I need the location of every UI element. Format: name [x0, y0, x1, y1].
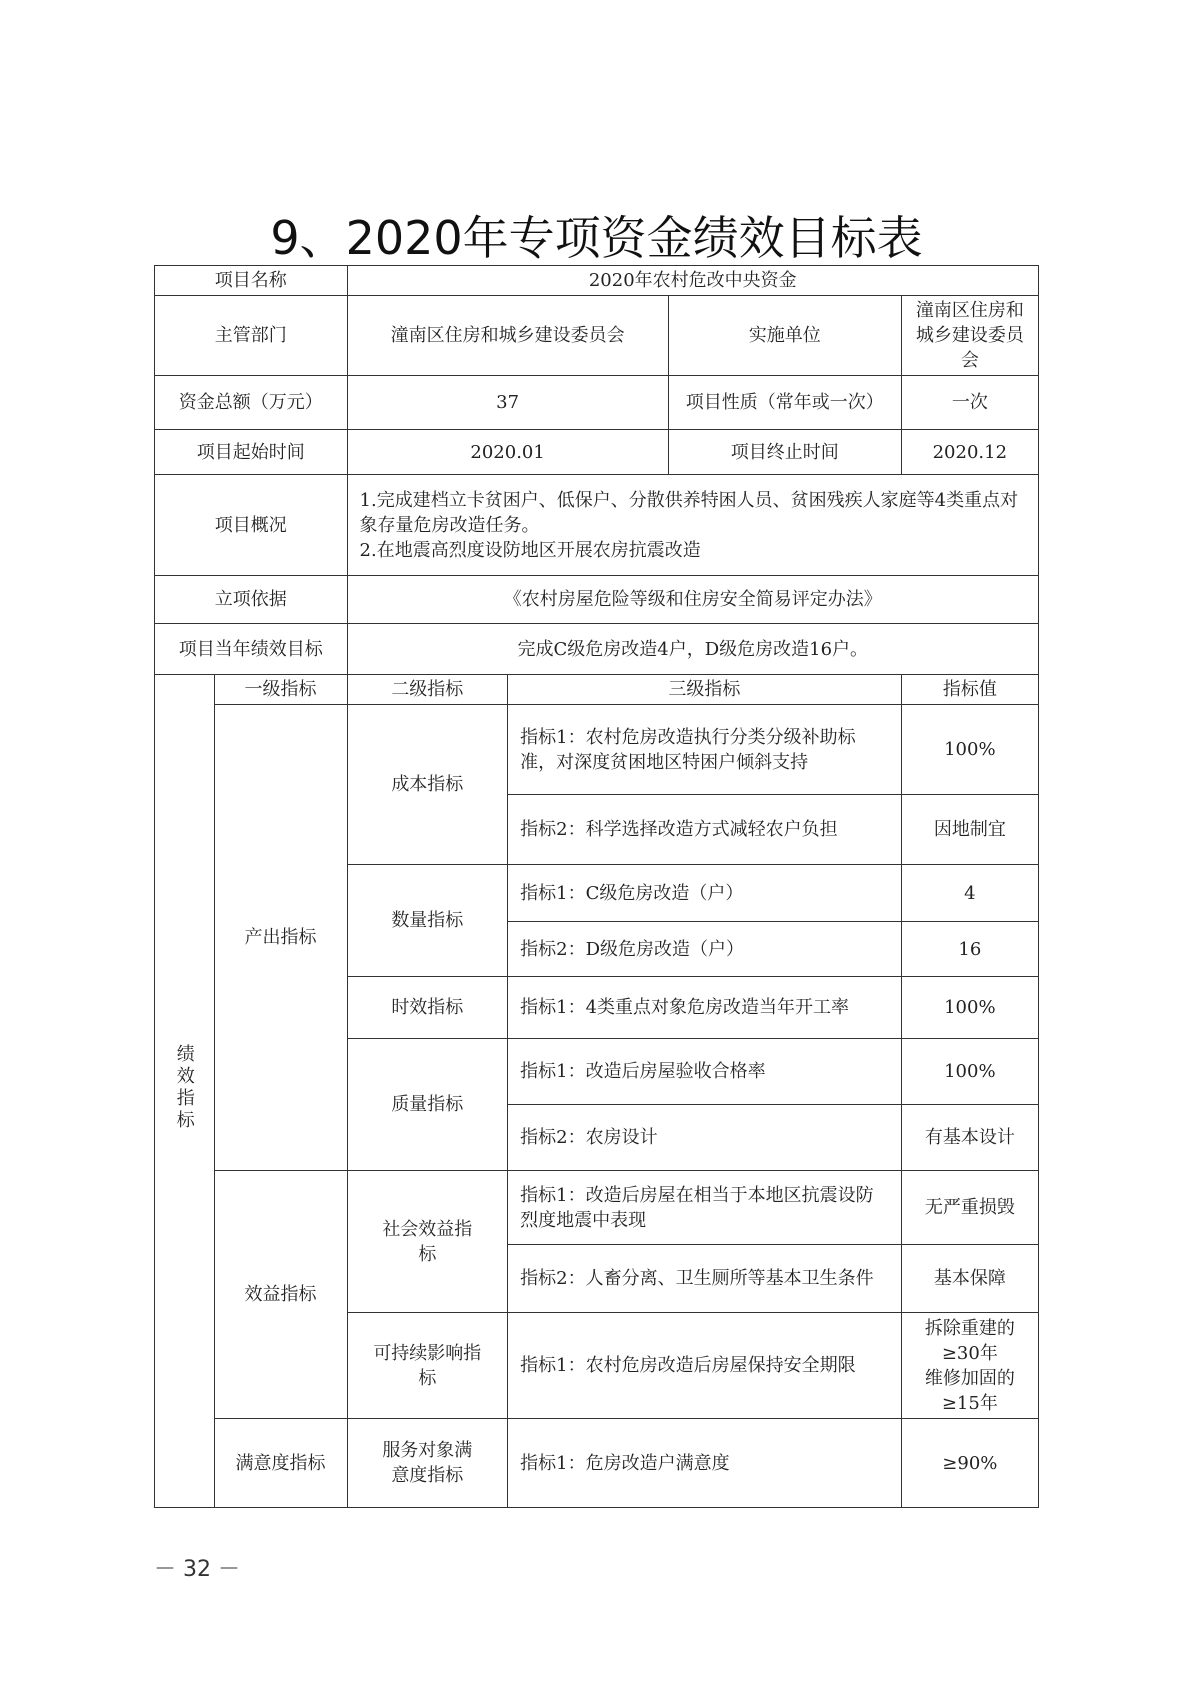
- header-level1: 一级指标: [214, 675, 347, 705]
- page-title: 9、2020年专项资金绩效目标表: [270, 211, 923, 265]
- indicators-section-label: 绩效指标: [155, 675, 215, 1508]
- social-1-value: 无严重损毁: [901, 1171, 1038, 1245]
- dept-label: 主管部门: [155, 296, 348, 376]
- benefit-label: 效益指标: [214, 1171, 347, 1419]
- row-project-name: [155, 266, 1039, 296]
- quantity-2-value: 16: [901, 922, 1038, 977]
- dept-value: 潼南区住房和城乡建设委员会: [347, 296, 668, 376]
- row-dates: [155, 430, 1039, 475]
- performance-table: [154, 265, 1039, 1508]
- cost-1: 指标1：农村危房改造执行分类分级补助标准，对深度贫困地区特困户倾斜支持: [508, 705, 902, 795]
- funds-value: 37: [347, 376, 668, 430]
- overview-line-2: 2.在地震高烈度设防地区开展农房抗震改造: [359, 539, 701, 561]
- start-label: 项目起始时间: [155, 430, 348, 475]
- header-level3: 三级指标: [508, 675, 902, 705]
- quantity-1-value: 4: [901, 865, 1038, 922]
- social-2-value: 基本保障: [901, 1245, 1038, 1313]
- end-value: 2020.12: [901, 430, 1038, 475]
- row-cost-1: [155, 705, 1039, 795]
- quantity-1: 指标1：C级危房改造（户）: [508, 865, 902, 922]
- service-1-value: ≥90%: [901, 1419, 1038, 1508]
- nature-value: 一次: [901, 376, 1038, 430]
- header-value: 指标值: [901, 675, 1038, 705]
- quantity-2: 指标2：D级危房改造（户）: [508, 922, 902, 977]
- sustain-1: 指标1：农村危房改造后房屋保持安全期限: [508, 1313, 902, 1419]
- goal-value: 完成C级危房改造4户，D级危房改造16户。: [347, 624, 1038, 675]
- row-dept: [155, 296, 1039, 376]
- impl-label: 实施单位: [668, 296, 901, 376]
- quality-2: 指标2：农房设计: [508, 1105, 902, 1171]
- cost-1-value: 100%: [901, 705, 1038, 795]
- row-satisfaction-1: [155, 1419, 1039, 1508]
- cost-2: 指标2：科学选择改造方式减轻农户负担: [508, 795, 902, 865]
- social-1: 指标1：改造后房屋在相当于本地区抗震设防烈度地震中表现: [508, 1171, 902, 1245]
- cost-label: 成本指标: [347, 705, 508, 865]
- quality-1-value: 100%: [901, 1039, 1038, 1105]
- basis-label: 立项依据: [155, 576, 348, 624]
- satisfaction-label: 满意度指标: [214, 1419, 347, 1508]
- service-1: 指标1：危房改造户满意度: [508, 1419, 902, 1508]
- row-overview: [155, 475, 1039, 576]
- time-1-value: 100%: [901, 977, 1038, 1039]
- funds-label: 资金总额（万元）: [155, 376, 348, 430]
- end-label: 项目终止时间: [668, 430, 901, 475]
- project-name-value: 2020年农村危改中央资金: [347, 266, 1038, 296]
- header-level2: 二级指标: [347, 675, 508, 705]
- social-label: 社会效益指标: [347, 1171, 508, 1313]
- start-value: 2020.01: [347, 430, 668, 475]
- basis-value: 《农村房屋危险等级和住房安全简易评定办法》: [347, 576, 1038, 624]
- sustain-1-value: 拆除重建的≥30年 维修加固的≥15年: [901, 1313, 1038, 1419]
- page-number: － 32 －: [154, 1557, 240, 1582]
- output-label: 产出指标: [214, 705, 347, 1171]
- quantity-label: 数量指标: [347, 865, 508, 977]
- impl-value: 潼南区住房和城乡建设委员会: [901, 296, 1038, 376]
- service-label: 服务对象满意度指标: [347, 1419, 508, 1508]
- row-funds: [155, 376, 1039, 430]
- cost-2-value: 因地制宜: [901, 795, 1038, 865]
- time-label: 时效指标: [347, 977, 508, 1039]
- row-basis: [155, 576, 1039, 624]
- row-goal: [155, 624, 1039, 675]
- nature-label: 项目性质（常年或一次）: [668, 376, 901, 430]
- time-1: 指标1：4类重点对象危房改造当年开工率: [508, 977, 902, 1039]
- overview-value: [347, 475, 1038, 576]
- quality-label: 质量指标: [347, 1039, 508, 1171]
- goal-label: 项目当年绩效目标: [155, 624, 348, 675]
- quality-1: 指标1：改造后房屋验收合格率: [508, 1039, 902, 1105]
- quality-2-value: 有基本设计: [901, 1105, 1038, 1171]
- overview-line-1: 1.完成建档立卡贫困户、低保户、分散供养特困人员、贫困残疾人家庭等4类重点对象存量危房改造任务。: [359, 489, 1019, 536]
- row-indicator-header: [155, 675, 1039, 705]
- project-name-label: 项目名称: [155, 266, 348, 296]
- row-social-1: [155, 1171, 1039, 1245]
- social-2: 指标2：人畜分离、卫生厕所等基本卫生条件: [508, 1245, 902, 1313]
- overview-label: 项目概况: [155, 475, 348, 576]
- sustain-label: 可持续影响指标: [347, 1313, 508, 1419]
